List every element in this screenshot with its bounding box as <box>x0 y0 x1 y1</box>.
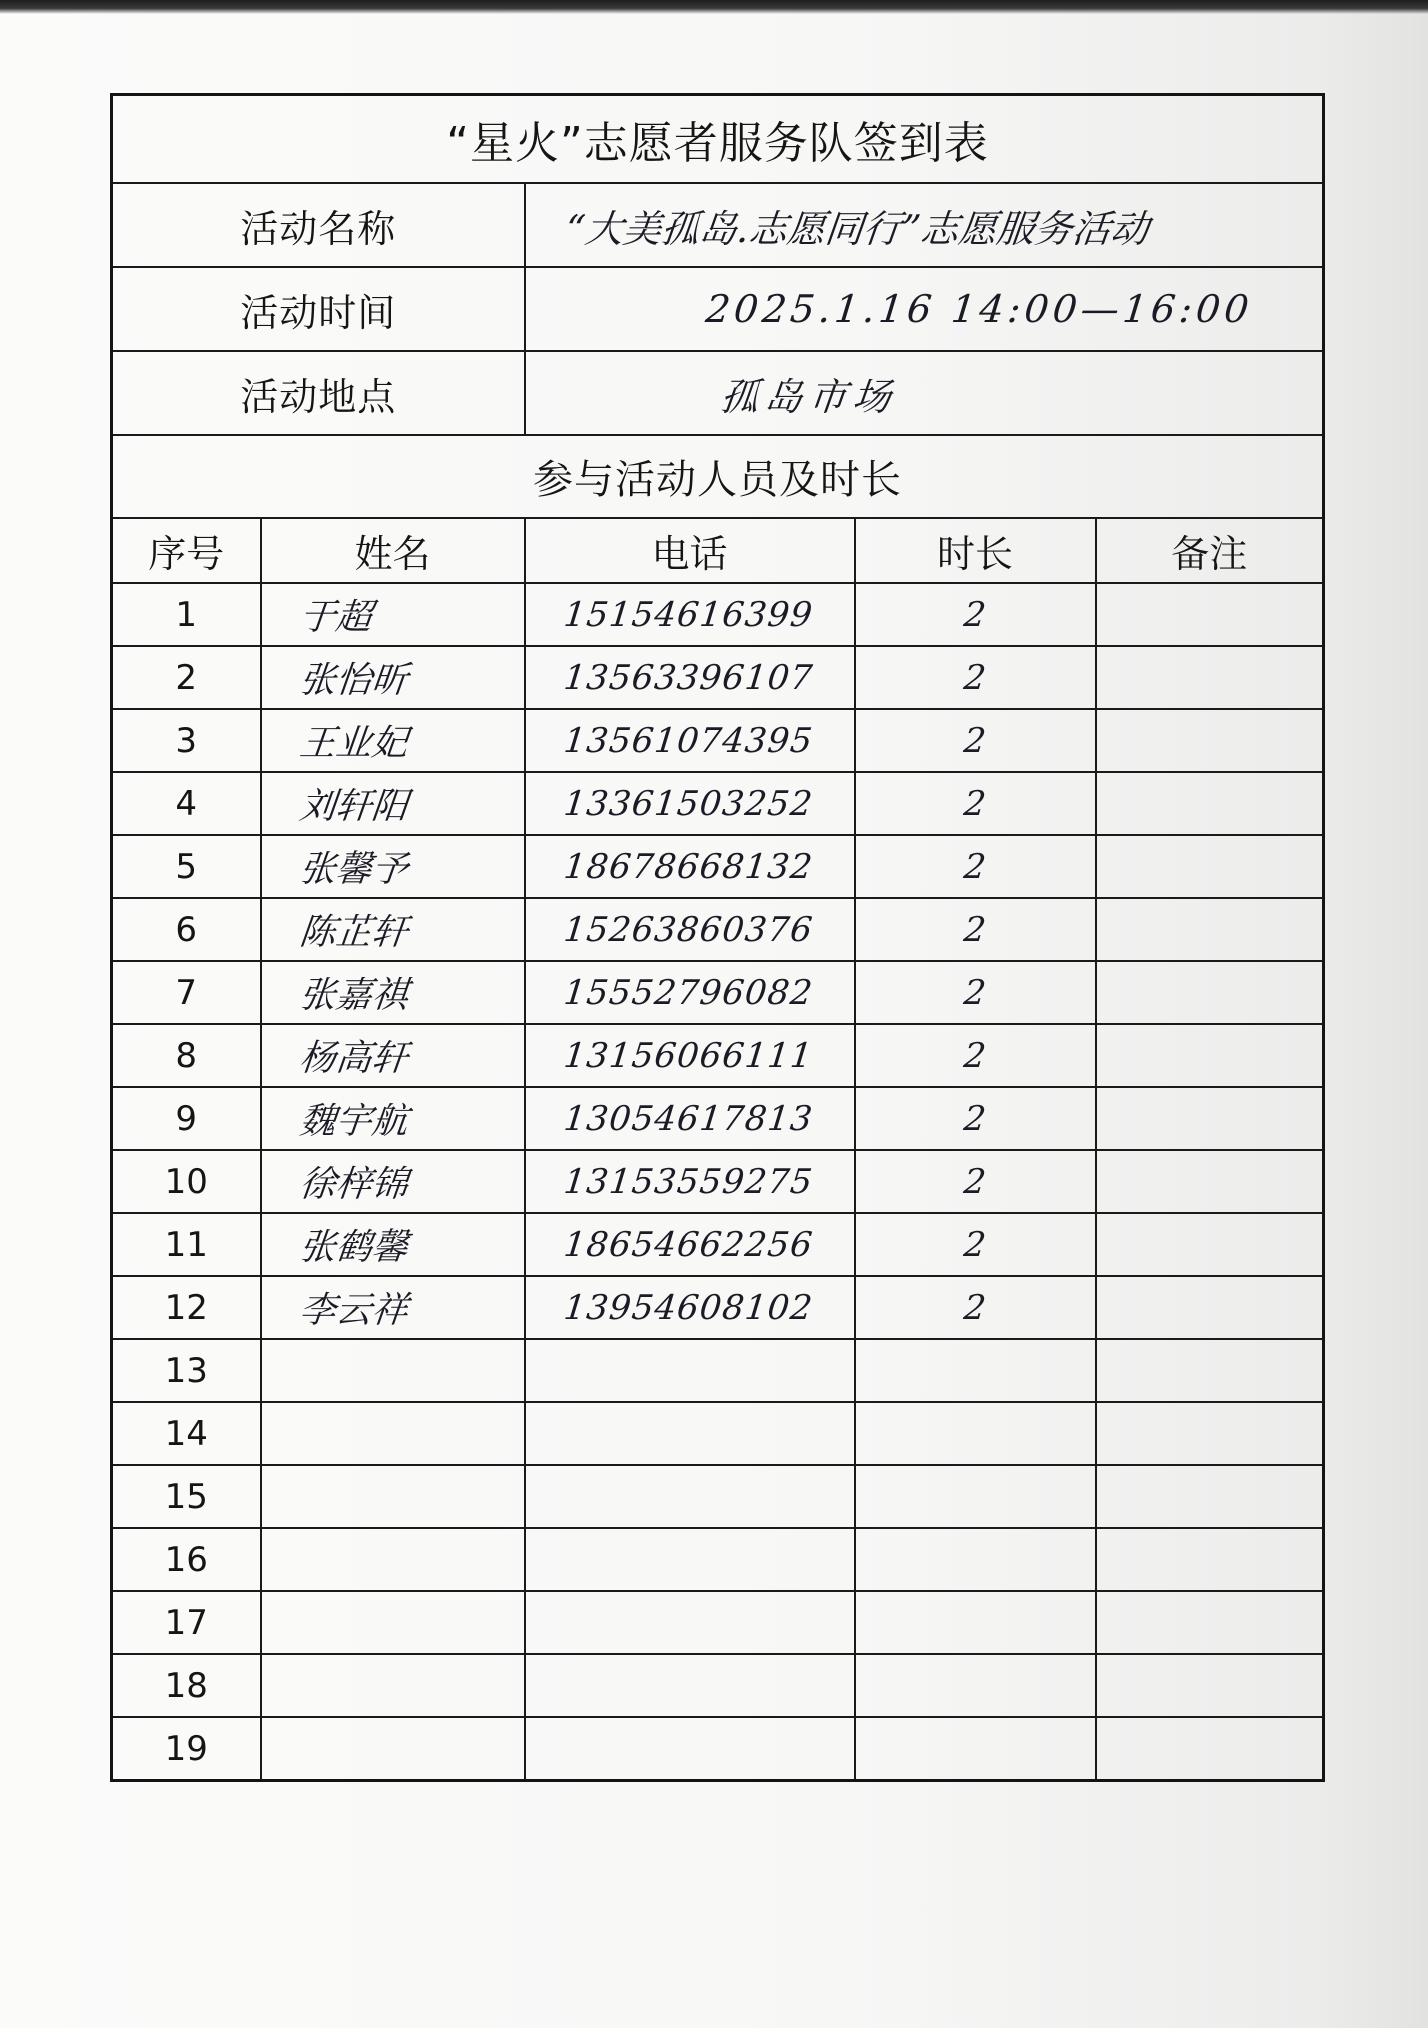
table-row <box>112 646 1324 709</box>
participant-phone-cell <box>525 1024 855 1087</box>
row-number: 16 <box>164 1539 208 1580</box>
participant-name-cell <box>261 1213 525 1276</box>
participant-note-cell <box>1096 898 1324 961</box>
participant-name: 魏宇航 <box>297 1101 410 1142</box>
participant-phone: 13561074395 <box>561 720 815 761</box>
participant-name-cell <box>261 1276 525 1339</box>
participant-name-cell <box>261 583 525 646</box>
participant-phone-cell <box>525 1528 855 1591</box>
participant-hours-cell <box>855 772 1096 835</box>
participant-phone-cell <box>525 772 855 835</box>
row-number-cell <box>112 646 261 709</box>
participant-name-cell <box>261 646 525 709</box>
participant-phone-cell <box>525 1276 855 1339</box>
participant-phone: 13563396107 <box>561 657 815 698</box>
participant-phone-cell <box>525 646 855 709</box>
participant-phone: 15263860376 <box>561 909 815 950</box>
row-number-cell <box>112 1591 261 1654</box>
participant-note-cell <box>1096 1717 1324 1781</box>
participant-phone: 13153559275 <box>561 1161 815 1202</box>
row-number: 13 <box>164 1350 208 1391</box>
table-row <box>112 898 1324 961</box>
participant-note-cell <box>1096 1087 1324 1150</box>
row-number-cell <box>112 1339 261 1402</box>
participant-name: 刘轩阳 <box>297 786 410 827</box>
participant-hours-cell <box>855 583 1096 646</box>
row-number-cell <box>112 1717 261 1781</box>
participant-name: 徐梓锦 <box>297 1164 410 1205</box>
participant-hours-cell <box>855 1087 1096 1150</box>
sign-in-sheet <box>110 93 1325 1782</box>
participant-note-cell <box>1096 1654 1324 1717</box>
row-number: 7 <box>175 972 198 1013</box>
row-number-cell <box>112 1087 261 1150</box>
participant-name-cell <box>261 772 525 835</box>
participant-hours: 2 <box>962 594 988 635</box>
form-title: “星火”志愿者服务队签到表 <box>112 95 1324 184</box>
row-number: 9 <box>175 1098 198 1139</box>
row-number: 18 <box>164 1665 208 1706</box>
participant-note-cell <box>1096 961 1324 1024</box>
participant-hours: 2 <box>962 1098 988 1139</box>
participant-phone-cell <box>525 898 855 961</box>
participant-rows <box>112 583 1324 1781</box>
participant-phone-cell <box>525 1087 855 1150</box>
participant-phone: 15154616399 <box>561 594 815 635</box>
participant-hours-cell <box>855 1717 1096 1781</box>
participant-phone: 13361503252 <box>561 783 815 824</box>
row-number-cell <box>112 1402 261 1465</box>
participant-hours: 2 <box>962 783 988 824</box>
row-number: 10 <box>164 1161 208 1202</box>
participant-hours-cell <box>855 709 1096 772</box>
table-row <box>112 709 1324 772</box>
column-header-note: 备注 <box>1096 518 1324 583</box>
row-number: 14 <box>164 1413 208 1454</box>
row-number: 5 <box>175 846 198 887</box>
participant-name-cell <box>261 1591 525 1654</box>
participant-name-cell <box>261 1402 525 1465</box>
participant-hours: 2 <box>962 1224 988 1265</box>
table-row <box>112 1465 1324 1528</box>
row-number: 1 <box>175 594 198 635</box>
table-row <box>112 1654 1324 1717</box>
activity-name-label: 活动名称 <box>112 183 525 267</box>
participant-hours: 2 <box>962 720 988 761</box>
participant-name: 张馨予 <box>297 849 410 890</box>
participant-phone-cell <box>525 835 855 898</box>
participant-phone: 18654662256 <box>561 1224 815 1265</box>
table-row <box>112 961 1324 1024</box>
participant-note-cell <box>1096 1213 1324 1276</box>
participant-phone: 13954608102 <box>561 1287 815 1328</box>
activity-place-row <box>112 351 1324 435</box>
participant-phone-cell <box>525 1465 855 1528</box>
participant-name: 王业妃 <box>297 723 410 764</box>
row-number: 11 <box>164 1224 208 1265</box>
row-number-cell <box>112 1654 261 1717</box>
table-row <box>112 1339 1324 1402</box>
row-number-cell <box>112 961 261 1024</box>
participant-name-cell <box>261 898 525 961</box>
participant-note-cell <box>1096 1402 1324 1465</box>
participant-phone-cell <box>525 1339 855 1402</box>
row-number-cell <box>112 1024 261 1087</box>
activity-place-value: 孤岛市场 <box>717 374 899 419</box>
participant-name: 李云祥 <box>297 1290 410 1331</box>
row-number-cell <box>112 898 261 961</box>
row-number: 12 <box>164 1287 208 1328</box>
participant-phone-cell <box>525 1654 855 1717</box>
participant-name: 张怡昕 <box>297 660 410 701</box>
section-row <box>112 435 1324 518</box>
table-row <box>112 583 1324 646</box>
participant-note-cell <box>1096 772 1324 835</box>
row-number: 6 <box>175 909 198 950</box>
participant-hours-cell <box>855 961 1096 1024</box>
participant-hours-cell <box>855 646 1096 709</box>
participant-note-cell <box>1096 1465 1324 1528</box>
participant-name-cell <box>261 1654 525 1717</box>
row-number-cell <box>112 583 261 646</box>
participant-phone: 15552796082 <box>561 972 815 1013</box>
row-number: 4 <box>175 783 198 824</box>
row-number: 2 <box>175 657 198 698</box>
table-row <box>112 1591 1324 1654</box>
row-number: 19 <box>164 1728 208 1769</box>
participant-phone: 18678668132 <box>561 846 815 887</box>
table-row <box>112 1087 1324 1150</box>
participant-phone-cell <box>525 961 855 1024</box>
activity-place-value-cell <box>525 351 1324 435</box>
table-row <box>112 1528 1324 1591</box>
participant-phone-cell <box>525 1402 855 1465</box>
participant-name-cell <box>261 1150 525 1213</box>
participant-hours-cell <box>855 1213 1096 1276</box>
participant-name-cell <box>261 961 525 1024</box>
participant-hours-cell <box>855 1402 1096 1465</box>
row-number-cell <box>112 835 261 898</box>
participant-hours-cell <box>855 1339 1096 1402</box>
row-number-cell <box>112 1150 261 1213</box>
participant-hours: 2 <box>962 1035 988 1076</box>
participant-name-cell <box>261 1465 525 1528</box>
column-header-name: 姓名 <box>261 518 525 583</box>
participant-hours-cell <box>855 1150 1096 1213</box>
participant-note-cell <box>1096 1339 1324 1402</box>
column-header-hours: 时长 <box>855 518 1096 583</box>
participant-phone-cell <box>525 1591 855 1654</box>
participant-name-cell <box>261 1528 525 1591</box>
table-row <box>112 1276 1324 1339</box>
participant-hours-cell <box>855 898 1096 961</box>
participant-hours-cell <box>855 1528 1096 1591</box>
participant-name-cell <box>261 1024 525 1087</box>
activity-time-label: 活动时间 <box>112 267 525 351</box>
title-row <box>112 95 1324 184</box>
column-header-number: 序号 <box>112 518 261 583</box>
column-header-row <box>112 518 1324 583</box>
row-number: 15 <box>164 1476 208 1517</box>
participant-name-cell <box>261 1339 525 1402</box>
participant-hours: 2 <box>962 846 988 887</box>
participant-note-cell <box>1096 1150 1324 1213</box>
row-number: 17 <box>164 1602 208 1643</box>
participant-name: 张嘉祺 <box>297 975 410 1016</box>
participant-phone-cell <box>525 1213 855 1276</box>
participant-hours: 2 <box>962 1287 988 1328</box>
table-row <box>112 1024 1324 1087</box>
participant-name-cell <box>261 709 525 772</box>
column-header-phone: 电话 <box>525 518 855 583</box>
participant-phone-cell <box>525 709 855 772</box>
participant-name: 张鹤馨 <box>297 1227 410 1268</box>
participant-hours-cell <box>855 1465 1096 1528</box>
participant-phone-cell <box>525 1717 855 1781</box>
participant-note-cell <box>1096 1591 1324 1654</box>
section-title: 参与活动人员及时长 <box>112 435 1324 518</box>
activity-time-row <box>112 267 1324 351</box>
activity-time-value-cell <box>525 267 1324 351</box>
row-number-cell <box>112 772 261 835</box>
participant-note-cell <box>1096 583 1324 646</box>
row-number-cell <box>112 1465 261 1528</box>
participant-name: 于超 <box>297 597 374 638</box>
row-number: 3 <box>175 720 198 761</box>
table-row <box>112 1402 1324 1465</box>
row-number-cell <box>112 1213 261 1276</box>
row-number: 8 <box>175 1035 198 1076</box>
table-row <box>112 1213 1324 1276</box>
table-row <box>112 1150 1324 1213</box>
photo-top-edge <box>0 0 1428 14</box>
participant-phone-cell <box>525 583 855 646</box>
participant-phone: 13156066111 <box>561 1035 815 1076</box>
participant-name-cell <box>261 1717 525 1781</box>
participant-hours-cell <box>855 1276 1096 1339</box>
participant-note-cell <box>1096 646 1324 709</box>
participant-hours: 2 <box>962 657 988 698</box>
participant-hours: 2 <box>962 972 988 1013</box>
participant-note-cell <box>1096 835 1324 898</box>
participant-note-cell <box>1096 1528 1324 1591</box>
row-number-cell <box>112 1276 261 1339</box>
participant-name: 陈芷轩 <box>297 912 410 953</box>
participant-note-cell <box>1096 1276 1324 1339</box>
participant-phone: 13054617813 <box>561 1098 815 1139</box>
table-row <box>112 772 1324 835</box>
activity-name-value: “大美孤岛.志愿同行”志愿服务活动 <box>562 206 1151 251</box>
participant-name-cell <box>261 835 525 898</box>
activity-time-value: 2025.1.16 14:00—16:00 <box>703 287 1255 331</box>
participant-hours-cell <box>855 1591 1096 1654</box>
row-number-cell <box>112 1528 261 1591</box>
participant-hours: 2 <box>962 909 988 950</box>
participant-note-cell <box>1096 709 1324 772</box>
participant-hours-cell <box>855 1654 1096 1717</box>
participant-note-cell <box>1096 1024 1324 1087</box>
participant-hours: 2 <box>962 1161 988 1202</box>
activity-name-row <box>112 183 1324 267</box>
participant-name-cell <box>261 1087 525 1150</box>
table-row <box>112 1717 1324 1781</box>
participant-name: 杨高轩 <box>297 1038 410 1079</box>
participant-hours-cell <box>855 835 1096 898</box>
row-number-cell <box>112 709 261 772</box>
participant-hours-cell <box>855 1024 1096 1087</box>
participant-phone-cell <box>525 1150 855 1213</box>
activity-place-label: 活动地点 <box>112 351 525 435</box>
table-row <box>112 835 1324 898</box>
activity-name-value-cell <box>525 183 1324 267</box>
